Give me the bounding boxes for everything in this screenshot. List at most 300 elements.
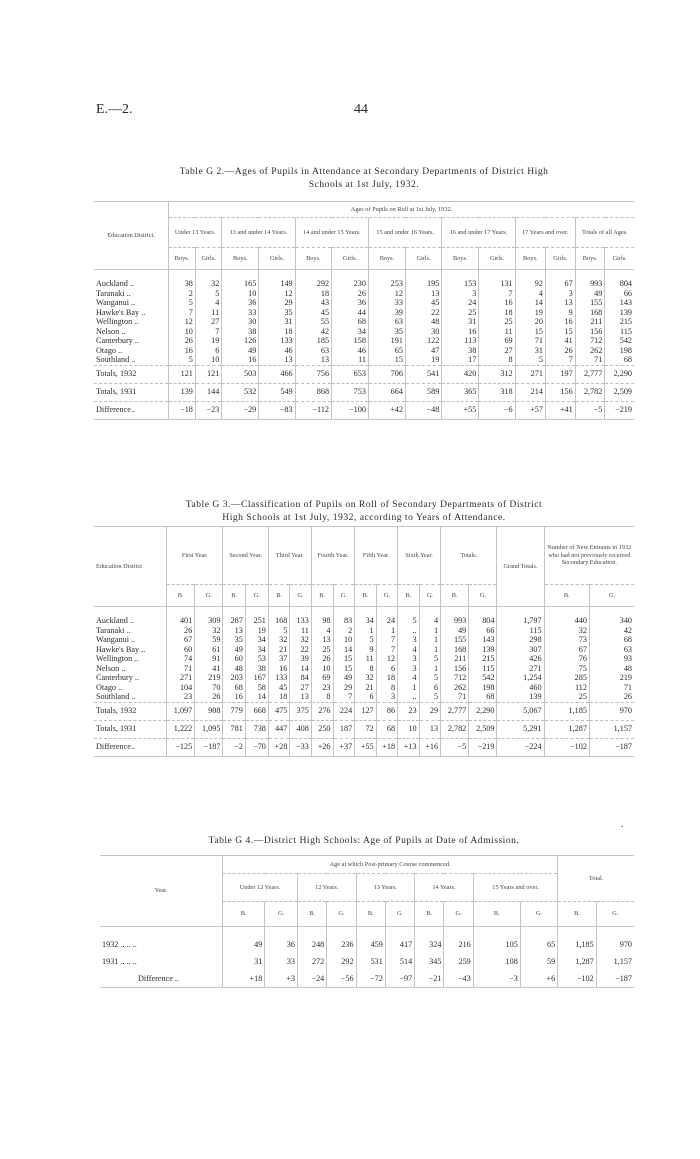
g4-cell: −21 (415, 970, 444, 988)
g2-total-cell: 214 (515, 383, 545, 401)
g3-year-group-header: Sixth Year. (398, 527, 441, 585)
g3-cell: 23 (167, 692, 195, 702)
g3-district-row (94, 692, 634, 702)
g2-district-row (94, 279, 634, 289)
g2-total-cell: +57 (515, 401, 545, 419)
g3-cell: 49 (333, 673, 355, 683)
g3-district-name-cell (94, 683, 167, 693)
g3-total-cell: 250 (311, 720, 333, 738)
g2-total-cell: 706 (368, 365, 405, 383)
g3-cell: 68 (223, 683, 245, 693)
g2-district-name-cell (94, 317, 169, 327)
g3-district-row (94, 635, 634, 645)
g2-district-row (94, 327, 634, 337)
g3-cell: 3 (398, 654, 419, 664)
g3-total-cell: 276 (311, 702, 333, 720)
g3-cell: 34 (245, 645, 268, 655)
g2-cell: 253 (368, 279, 405, 289)
g2-cell: 149 (259, 279, 295, 289)
g3-cell: 19 (245, 626, 268, 636)
g3-cell: 8 (355, 664, 376, 674)
g2-dots: .. (131, 298, 136, 307)
g2-table (94, 201, 634, 420)
g3-cell: 63 (589, 645, 634, 655)
g3-cell: 73 (544, 635, 589, 645)
g3-cell: 14 (245, 692, 268, 702)
g2-cell: 155 (575, 298, 605, 308)
g3-cell: 298 (497, 635, 544, 645)
g3-total-cell: 2,290 (469, 702, 497, 720)
g2-cell: 542 (605, 336, 634, 346)
g3-dots: .. (134, 654, 139, 663)
g2-total-cell: 549 (259, 383, 295, 401)
g3-district-name: Wanganui (96, 635, 129, 644)
g3-cell: 60 (223, 654, 245, 664)
g3-cell: 285 (544, 673, 589, 683)
g3-cell: 401 (167, 616, 195, 626)
g3-cell: 271 (497, 664, 544, 674)
g2-sub-header: Boys. (169, 248, 196, 270)
g3-district-name-cell (94, 664, 167, 674)
g3-cell: 156 (441, 664, 469, 674)
g2-district-name-cell (94, 289, 169, 299)
g2-cell: 11 (195, 308, 221, 318)
g2-total-cell: 121 (169, 365, 196, 383)
g2-title-line1: Table G 2.—Ages of Pupils in Attendance at Secondary Departments of District High (179, 166, 549, 177)
g3-total-row (94, 738, 634, 756)
g3-cell: 203 (223, 673, 245, 683)
g3-total-cell: +26 (311, 738, 333, 756)
g3-total-cell: 23 (398, 702, 419, 720)
g4-year-row (100, 970, 634, 988)
g3-cell: 34 (245, 635, 268, 645)
g2-district-name: Southland (96, 355, 130, 364)
g3-district-name: Nelson (96, 663, 120, 673)
g3-total-cell: 68 (376, 720, 397, 738)
g3-cell: 155 (441, 635, 469, 645)
g3-total-cell: 2,509 (469, 720, 497, 738)
g3-cell: 98 (311, 616, 333, 626)
g2-cell: 30 (405, 327, 441, 337)
g2-total-cell: 503 (222, 365, 259, 383)
g3-total-cell: 908 (195, 702, 223, 720)
g2-total-cell: −6 (479, 401, 515, 419)
g2-cell: 6 (195, 346, 221, 356)
g3-total-cell: 187 (333, 720, 355, 738)
g4-cell: 108 (473, 953, 520, 970)
g4-dots: .. .. .. (120, 956, 137, 966)
g4-year-row (100, 953, 634, 970)
g2-cell: 5 (169, 355, 196, 365)
g3-total-cell: 781 (223, 720, 245, 738)
g2-cell: 16 (545, 317, 575, 327)
g2-cell: 14 (515, 298, 545, 308)
g3-cell: 219 (195, 673, 223, 683)
g2-title (96, 165, 632, 191)
g4-sub-header: B. (558, 902, 597, 927)
g3-dots: .. (141, 644, 146, 654)
g2-dots: .. (118, 345, 123, 355)
g2-total-cell: 753 (332, 383, 369, 401)
g2-cell: 49 (222, 346, 259, 356)
g3-year-group-header: Totals. (441, 527, 497, 585)
g2-cell: 67 (545, 279, 575, 289)
g2-cell: 993 (575, 279, 605, 289)
g3-cell: 14 (333, 645, 355, 655)
g3-cell: 68 (469, 692, 497, 702)
g4-sub-header: B. (356, 902, 385, 927)
g3-cell: 10 (333, 635, 355, 645)
g3-district-name: Wellington (96, 654, 133, 663)
g3-total-cell: −2 (223, 738, 245, 756)
g3-total-cell: 1,157 (589, 720, 634, 738)
g2-sub-header: Girls. (405, 248, 441, 270)
g3-cell: .. (398, 626, 419, 636)
g3-cell: 6 (355, 692, 376, 702)
g3-cell: 13 (223, 626, 245, 636)
g3-total-cell: 72 (355, 720, 376, 738)
g2-age-group-header: 17 Years and over. (515, 218, 575, 248)
g2-district-name-cell (94, 336, 169, 346)
g3-cell: 58 (245, 683, 268, 693)
g2-cell: 133 (259, 336, 295, 346)
g3-title-line2: High Schools at 1st July, 1932, according to Years of Attendance. (222, 512, 506, 523)
g4-cell: 1,157 (596, 953, 634, 970)
g2-cell: 71 (515, 336, 545, 346)
g3-year-group-header: Second Year. (223, 527, 268, 585)
g2-sub-header: Boys. (222, 248, 259, 270)
g2-cell: 10 (195, 355, 221, 365)
g2-total-cell: 2,777 (575, 365, 605, 383)
g3-new-entrants-header: Number of New Entrants in 1932 who had not previously received Secondary Education. (544, 527, 634, 585)
g2-cell: 10 (222, 289, 259, 299)
g2-total-cell: −5 (575, 401, 605, 419)
g3-cell: 8 (311, 692, 333, 702)
g4-top-header: Age at which Post-primary Course commenced. (223, 856, 558, 874)
g2-dots: .. (131, 355, 136, 364)
g3-year-group-header: Third Year. (268, 527, 311, 585)
g3-total-cell: 5,067 (497, 702, 544, 720)
g3-cell: 168 (441, 645, 469, 655)
g2-cell: 46 (332, 346, 369, 356)
g3-cell: 143 (469, 635, 497, 645)
g2-cell: 13 (259, 355, 295, 365)
g2-cell: 153 (442, 279, 479, 289)
g2-cell: 230 (332, 279, 369, 289)
g3-cell: 1 (419, 645, 440, 655)
g2-cell: 31 (442, 317, 479, 327)
g3-cell: 16 (268, 664, 289, 674)
g3-total-row (94, 720, 634, 738)
g3-cell: 251 (245, 616, 268, 626)
g4-dots: .. .. .. (120, 939, 137, 949)
g3-cell: 5 (419, 692, 440, 702)
g2-cell: 12 (169, 317, 196, 327)
g2-total-cell: 312 (479, 365, 515, 383)
g4-cell: 65 (520, 936, 557, 953)
g3-cell: 91 (195, 654, 223, 664)
g3-cell: 262 (441, 683, 469, 693)
g2-total-cell: 2,509 (605, 383, 634, 401)
g3-cell: 75 (544, 664, 589, 674)
g3-total-label: Totals, 1931 (96, 724, 137, 734)
g3-dots: .. (118, 682, 123, 692)
g2-sub-header: Boys. (575, 248, 605, 270)
g3-cell: 11 (355, 654, 376, 664)
g2-cell: 113 (442, 336, 479, 346)
g2-cell: 9 (545, 308, 575, 318)
g2-age-group-header: Under 13 Years. (169, 218, 222, 248)
g2-age-group-header: 14 and under 15 Years. (295, 218, 368, 248)
g4-cell: 345 (415, 953, 444, 970)
g3-cell: 340 (589, 616, 634, 626)
g3-cell: 22 (290, 645, 311, 655)
g3-cell: 139 (497, 692, 544, 702)
g2-cell: 195 (405, 279, 441, 289)
g3-cell: 167 (245, 673, 268, 683)
g3-cell: 41 (195, 664, 223, 674)
g3-total-cell: +18 (376, 738, 397, 756)
g4-dots: .. (174, 973, 179, 983)
g2-cell: 38 (442, 346, 479, 356)
g3-district-name-cell (94, 654, 167, 664)
g4-sub-header: B. (297, 902, 326, 927)
g2-district-name-cell (94, 346, 169, 356)
g4-year-row (100, 936, 634, 953)
g2-sub-header: Girls. (605, 248, 634, 270)
g3-district-name: Hawke's Bay (96, 644, 140, 654)
g2-cell: 5 (195, 289, 221, 299)
g2-cell: 12 (259, 289, 295, 299)
g4-age-group-header: 14 Years. (415, 874, 474, 902)
g3-cell: 5 (398, 616, 419, 626)
g3-cell: 219 (589, 673, 634, 683)
g2-total-cell: +41 (545, 401, 575, 419)
g2-dots: .. (129, 279, 134, 288)
g2-district-row (94, 298, 634, 308)
g3-dots: .. (134, 673, 139, 682)
g2-cell: 33 (368, 298, 405, 308)
g3-cell: 993 (441, 616, 469, 626)
g2-cell: 63 (295, 346, 331, 356)
g3-cell: 10 (311, 664, 333, 674)
g2-age-group-header: 13 and under 14 Years. (222, 218, 295, 248)
g3-district-name-cell (94, 635, 167, 645)
g3-district-name-cell (94, 692, 167, 702)
g3-total-cell: 1,287 (544, 720, 589, 738)
g3-cell: 13 (311, 635, 333, 645)
g2-total-row (94, 401, 634, 419)
g2-dots: .. (126, 288, 131, 298)
g3-cell: 18 (268, 692, 289, 702)
g3-cell: 21 (268, 645, 289, 655)
page-number: 44 (354, 102, 368, 117)
g4-cell: 33 (265, 953, 298, 970)
g3-cell: 11 (290, 626, 311, 636)
g4-cell: 970 (596, 936, 634, 953)
g3-cell: 15 (333, 654, 355, 664)
g3-district-row (94, 626, 634, 636)
g3-district-name-cell (94, 673, 167, 683)
g3-dots: .. (131, 692, 136, 701)
g2-total-label: Totals, 1932 (96, 369, 137, 379)
g4-age-group-header: Under 12 Years. (223, 874, 298, 902)
g3-total-cell: 738 (245, 720, 268, 738)
g2-cell: 292 (295, 279, 331, 289)
g3-total-cell: 1,222 (167, 720, 195, 738)
g3-total-cell: 475 (268, 702, 289, 720)
g3-total-cell: 5,291 (497, 720, 544, 738)
g2-cell: 36 (222, 298, 259, 308)
g2-cell: 24 (442, 298, 479, 308)
g4-cell: −72 (356, 970, 385, 988)
g2-total-cell: 365 (442, 383, 479, 401)
g3-sub-header: G. (245, 585, 268, 607)
g2-cell: 122 (405, 336, 441, 346)
g3-cell: 26 (589, 692, 634, 702)
g3-cell: 309 (195, 616, 223, 626)
g2-total-label: Difference.. (96, 405, 135, 415)
g2-title-line2: Schools at 1st July, 1932. (308, 179, 420, 190)
g3-cell: 133 (290, 616, 311, 626)
g2-cell: 16 (479, 298, 515, 308)
g3-cell: 26 (167, 626, 195, 636)
g2-cell: 198 (605, 346, 634, 356)
g2-total-cell: 2,782 (575, 383, 605, 401)
g3-cell: 15 (333, 664, 355, 674)
g2-total-cell: −100 (332, 401, 369, 419)
g2-district-row (94, 346, 634, 356)
g2-cell: 18 (259, 327, 295, 337)
g2-total-cell: −29 (222, 401, 259, 419)
g3-total-cell: 408 (290, 720, 311, 738)
g3-total-cell: +37 (333, 738, 355, 756)
g2-cell: 31 (259, 317, 295, 327)
g3-cell: 45 (268, 683, 289, 693)
g2-cell: 25 (442, 308, 479, 318)
g3-cell: 23 (311, 683, 333, 693)
g3-total-cell: 224 (333, 702, 355, 720)
g3-cell: 29 (333, 683, 355, 693)
g3-total-cell: −70 (245, 738, 268, 756)
g2-cell: 11 (479, 327, 515, 337)
g3-sub-header: G. (376, 585, 397, 607)
g3-cell: 426 (497, 654, 544, 664)
g2-cell: 19 (195, 336, 221, 346)
g3-sub-header: B. (441, 585, 469, 607)
g3-title-line1: Table G 3.—Classification of Pupils on Roll of Secondary Departments of District (185, 499, 543, 510)
g2-district-row (94, 289, 634, 299)
g3-dots: .. (131, 635, 136, 644)
g2-cell: 27 (479, 346, 515, 356)
g4-year-cell (100, 953, 223, 970)
g2-cell: 158 (332, 336, 369, 346)
g2-sub-header: Girls. (195, 248, 221, 270)
g4-cell: −97 (385, 970, 414, 988)
g2-district-row (94, 308, 634, 318)
g2-age-group-header: Totals of all Ages. (575, 218, 634, 248)
g2-cell: 65 (368, 346, 405, 356)
g2-cell: 18 (295, 289, 331, 299)
g2-cell: 22 (405, 308, 441, 318)
g3-cell: 32 (268, 635, 289, 645)
g3-district-name: Canterbury (96, 673, 133, 682)
g2-district-name-cell (94, 355, 169, 365)
g2-dots: .. (141, 307, 146, 317)
g3-cell: 3 (398, 664, 419, 674)
g4-total-header: Total. (558, 856, 634, 902)
g3-district-name: Taranaki (96, 625, 125, 635)
g2-cell: 7 (195, 327, 221, 337)
g4-cell: +3 (265, 970, 298, 988)
g3-total-cell: 1,097 (167, 702, 195, 720)
g2-cell: 26 (169, 336, 196, 346)
g3-cell: 139 (469, 645, 497, 655)
g3-cell: 71 (441, 692, 469, 702)
g2-total-cell: 466 (259, 365, 295, 383)
g2-cell: 7 (169, 308, 196, 318)
g2-cell: 49 (575, 289, 605, 299)
g3-sub-header: B. (544, 585, 589, 607)
g4-cell: 59 (520, 953, 557, 970)
g4-year-cell (100, 970, 223, 988)
g2-cell: 19 (515, 308, 545, 318)
g3-cell: 5 (419, 654, 440, 664)
g2-cell: 43 (295, 298, 331, 308)
g2-cell: 4 (195, 298, 221, 308)
g3-total-row (94, 702, 634, 720)
g3-cell: 83 (333, 616, 355, 626)
g2-district-row (94, 317, 634, 327)
g3-cell: 1 (376, 626, 397, 636)
g3-sub-header: G. (419, 585, 440, 607)
g4-cell: 236 (327, 936, 356, 953)
g3-cell: 93 (589, 654, 634, 664)
g2-cell: 13 (405, 289, 441, 299)
g4-year-label: 1931 (102, 956, 119, 966)
g4-title: Table G 4.—District High Schools: Age of Pupils at Date of Admission. (208, 835, 520, 846)
g3-cell: 7 (333, 692, 355, 702)
g3-cell: 26 (311, 654, 333, 664)
g2-sub-header: Boys. (515, 248, 545, 270)
g3-cell: 1 (419, 626, 440, 636)
g3-cell: 712 (441, 673, 469, 683)
g2-total-cell: 156 (545, 383, 575, 401)
g3-total-cell: −187 (589, 738, 634, 756)
g2-cell: 3 (545, 289, 575, 299)
g4-cell: 459 (356, 936, 385, 953)
g3-cell: 16 (223, 692, 245, 702)
g3-cell: 49 (441, 626, 469, 636)
g2-total-cell: 2,290 (605, 365, 634, 383)
g3-district-header: Education District (94, 527, 167, 607)
g2-cell: 32 (195, 279, 221, 289)
g3-dots: .. (129, 616, 134, 625)
g3-cell: 460 (497, 683, 544, 693)
g2-total-cell: 532 (222, 383, 259, 401)
g2-sub-header: Girls. (545, 248, 575, 270)
g3-cell: 8 (376, 683, 397, 693)
g3-cell: 66 (469, 626, 497, 636)
g3-total-cell: 447 (268, 720, 289, 738)
g2-cell: 45 (405, 298, 441, 308)
g2-sub-header: Girls. (479, 248, 515, 270)
g2-district-name-cell (94, 327, 169, 337)
g2-total-cell: 144 (195, 383, 221, 401)
g3-total-cell: 2,777 (441, 702, 469, 720)
g3-cell: 35 (223, 635, 245, 645)
g3-cell: 24 (376, 616, 397, 626)
